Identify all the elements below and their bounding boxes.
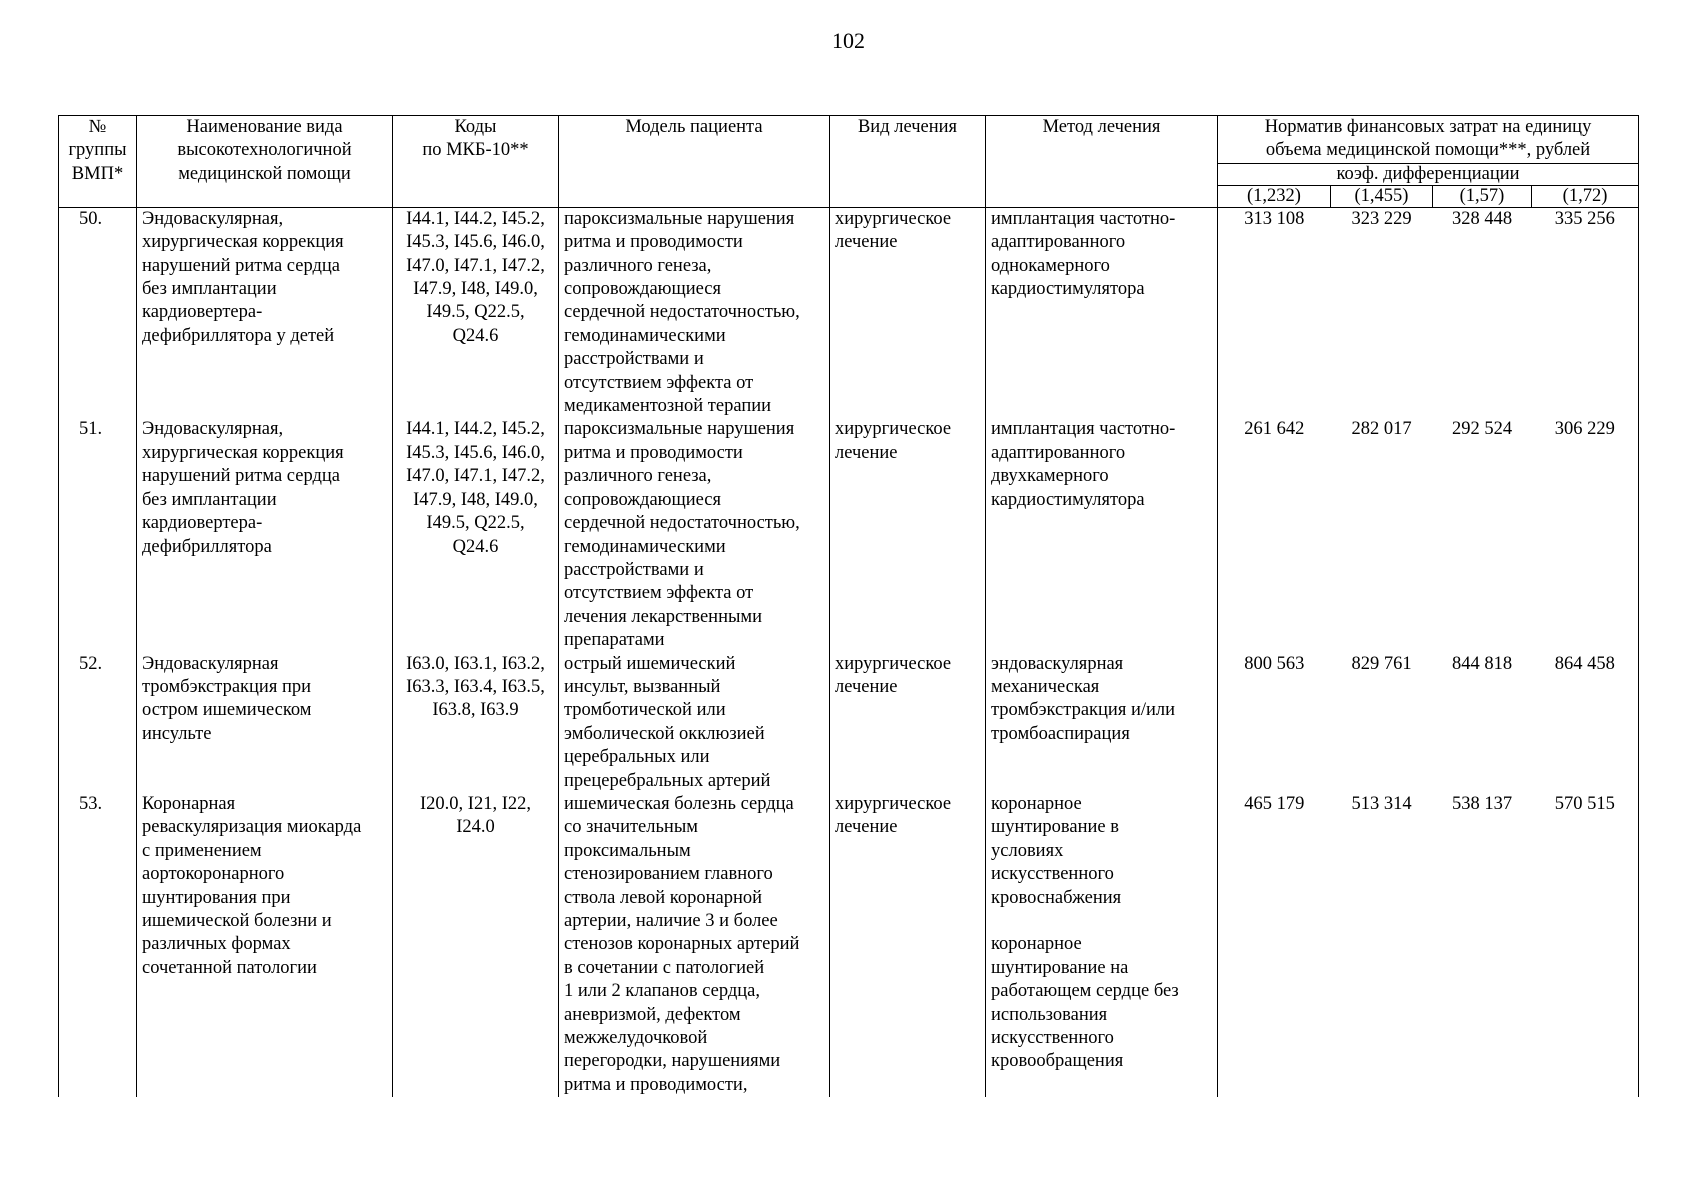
- cost-value: 465 179: [1244, 793, 1305, 814]
- header-group-number: № группы ВМП*: [59, 116, 137, 208]
- treatment-method: имплантация частотно- адаптированного двухкамерного кардиостимулятора: [986, 418, 1218, 652]
- header-coef-value: (1,455): [1331, 185, 1433, 207]
- treatment-type: хирургическое лечение: [830, 207, 986, 418]
- patient-model: ишемическая болезнь сердца со значительным проксимальным стенозированием главного ствола левой коронарной артерии, наличие 3 и более стенозов коронарных артерий в сочетании с патологией 1 или 2 клапанов сердца, аневризмой, дефектом межжелудочковой перегородки, нарушениями ритма и проводимости,: [559, 793, 830, 1097]
- treatment-type: хирургическое лечение: [830, 653, 986, 793]
- cost-value: 335 256: [1532, 207, 1639, 418]
- care-type-name: Эндоваскулярная, хирургическая коррекция нарушений ритма сердца без имплантации кардиовертера- дефибриллятора: [137, 418, 393, 652]
- header-treatment-type: Вид лечения: [830, 116, 986, 208]
- treatment-method: коронарное шунтирование в условиях искусственного кровоснабжения коронарное шунтирование на работающем сердце без использования искусственного кровообращения: [986, 793, 1218, 1097]
- header-coef-value: (1,232): [1218, 185, 1331, 207]
- table-row: [59, 418, 1639, 652]
- cost-value: 306 229: [1532, 418, 1639, 652]
- cost-value: 328 448: [1451, 208, 1513, 229]
- table-row: [59, 207, 1639, 418]
- cost-value: 538 137: [1451, 793, 1513, 814]
- header-coefficient: коэф. дифференциации: [1218, 163, 1639, 185]
- cost-value: 800 563: [1244, 653, 1305, 674]
- treatment-type: хирургическое лечение: [830, 418, 986, 652]
- cost-value: 864 458: [1532, 653, 1639, 793]
- icd-codes: I44.1, I44.2, I45.2, I45.3, I45.6, I46.0, I47.0, I47.1, I47.2, I47.9, I48, I49.0, I49.5, Q22.5, Q24.6: [393, 418, 559, 652]
- header-icd-codes: Коды по МКБ-10**: [393, 116, 559, 208]
- cost-value: 313 108: [1244, 208, 1305, 229]
- cost-value: 282 017: [1351, 419, 1412, 440]
- header-coef-value: (1,72): [1532, 185, 1639, 207]
- care-type-name: Эндоваскулярная тромбэкстракция при остром ишемическом инсульте: [137, 653, 393, 793]
- cost-value: 829 761: [1351, 653, 1412, 674]
- icd-codes: I63.0, I63.1, I63.2, I63.3, I63.4, I63.5, I63.8, I63.9: [393, 653, 559, 793]
- cost-value: 844 818: [1451, 653, 1513, 674]
- header-care-type-name: Наименование вида высокотехнологичной медицинской помощи: [137, 116, 393, 208]
- patient-model: острый ишемический инсульт, вызванный тромботической или эмболической окклюзией церебральных или прецеребральных артерий: [559, 653, 830, 793]
- cost-value: 570 515: [1532, 793, 1639, 1097]
- table-row: [59, 653, 1639, 793]
- cost-value: 513 314: [1351, 793, 1412, 814]
- care-type-name: Коронарная реваскуляризация миокарда с применением аортокоронарного шунтирования при ишемической болезни и различных формах сочетанной патологии: [137, 793, 393, 1097]
- header-coef-value: (1,57): [1433, 185, 1532, 207]
- patient-model: пароксизмальные нарушения ритма и проводимости различного генеза, сопровождающиеся сердечной недостаточностью, гемодинамическими расстройствами и отсутствием эффекта от лечения лекарственными препаратами: [559, 418, 830, 652]
- header-treatment-method: Метод лечения: [986, 116, 1218, 208]
- page-number: 102: [832, 28, 865, 53]
- header-patient-model: Модель пациента: [559, 116, 830, 208]
- row-number: 50.: [59, 207, 137, 418]
- treatment-type: хирургическое лечение: [830, 793, 986, 1097]
- icd-codes: I44.1, I44.2, I45.2, I45.3, I45.6, I46.0, I47.0, I47.1, I47.2, I47.9, I48, I49.0, I49.5, Q22.5, Q24.6: [393, 207, 559, 418]
- treatment-method: эндоваскулярная механическая тромбэкстракция и/или тромбоаспирация: [986, 653, 1218, 793]
- cost-value: 261 642: [1244, 419, 1305, 440]
- row-number: 51.: [59, 418, 137, 652]
- row-number: 52.: [59, 653, 137, 793]
- care-type-name: Эндоваскулярная, хирургическая коррекция нарушений ритма сердца без имплантации кардиовертера- дефибриллятора у детей: [137, 207, 393, 418]
- vmp-table: [58, 115, 1639, 1097]
- table-row: [59, 793, 1639, 1097]
- treatment-method: имплантация частотно- адаптированного однокамерного кардиостимулятора: [986, 207, 1218, 418]
- icd-codes: I20.0, I21, I22, I24.0: [393, 793, 559, 1097]
- header-cost-norm: Норматив финансовых затрат на единицу объема медицинской помощи***, рублей: [1218, 116, 1639, 164]
- cost-value: 292 524: [1451, 419, 1513, 440]
- patient-model: пароксизмальные нарушения ритма и проводимости различного генеза, сопровождающиеся сердечной недостаточностью, гемодинамическими расстройствами и отсутствием эффекта от медикаментозной терапии: [559, 207, 830, 418]
- row-number: 53.: [59, 793, 137, 1097]
- cost-value: 323 229: [1351, 208, 1412, 229]
